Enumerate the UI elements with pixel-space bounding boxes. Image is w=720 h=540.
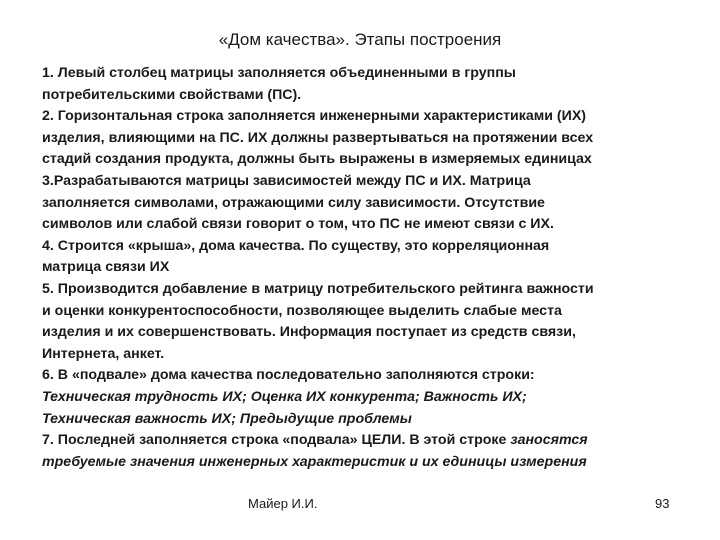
body-line-9: 4. Строится «крыша», дома качества. По существу, это корреляционная xyxy=(42,237,550,254)
body-line-19: требуемые значения инженерных характеристик и их единицы измерения xyxy=(42,453,587,470)
body-line-18-text: 7. Последней заполняется строка «подвала» ЦЕЛИ. В этой строке xyxy=(42,432,511,449)
body-line-6: 3.Разрабатываются матрицы зависимостей между ПС и ИХ. Матрица xyxy=(42,172,531,189)
body-line-4: изделия, влияющими на ПС. ИХ должны развертываться на протяжении всех xyxy=(42,129,594,146)
body-line-10: матрица связи ИХ xyxy=(42,259,170,276)
body-line-2: потребительскими свойствами (ПС). xyxy=(42,86,302,103)
body-line-16: Техническая трудность ИХ; Оценка ИХ конкурента; Важность ИХ; xyxy=(42,388,527,405)
body-line-13: изделия и их совершенствовать. Информация поступает из средств связи, xyxy=(42,324,576,341)
body-line-18 xyxy=(42,430,702,452)
body-line-11: 5. Производится добавление в матрицу потребительского рейтинга важности xyxy=(42,280,594,297)
body-line-3: 2. Горизонтальная строка заполняется инженерными характеристиками (ИХ) xyxy=(42,108,587,125)
body-line-15: 6. В «подвале» дома качества последовательно заполняются строки: xyxy=(42,367,535,384)
slide-title: «Дом качества». Этапы построения xyxy=(218,30,502,49)
page-number: 93 xyxy=(655,496,670,511)
body-line-14: Интернета, анкет. xyxy=(42,345,165,362)
body-line-5: стадий создания продукта, должны быть выражены в измеряемых единицах xyxy=(42,151,592,168)
body-line-7: заполняется символами, отражающими силу зависимости. Отсутствие xyxy=(42,194,545,211)
body-line-12: и оценки конкурентоспособности, позволяющее выделить слабые места xyxy=(42,302,562,319)
body-line-1: 1. Левый столбец матрицы заполняется объединенными в группы xyxy=(42,65,516,81)
slide-body xyxy=(42,63,702,473)
footer-author: Майер И.И. xyxy=(248,496,318,511)
body-line-8: символов или слабой связи говорит о том, что ПС не имеют связи с ИХ. xyxy=(42,216,554,233)
body-line-18-italic: заносятся xyxy=(510,432,588,449)
body-line-17: Техническая важность ИХ; Предыдущие проблемы xyxy=(42,410,412,427)
